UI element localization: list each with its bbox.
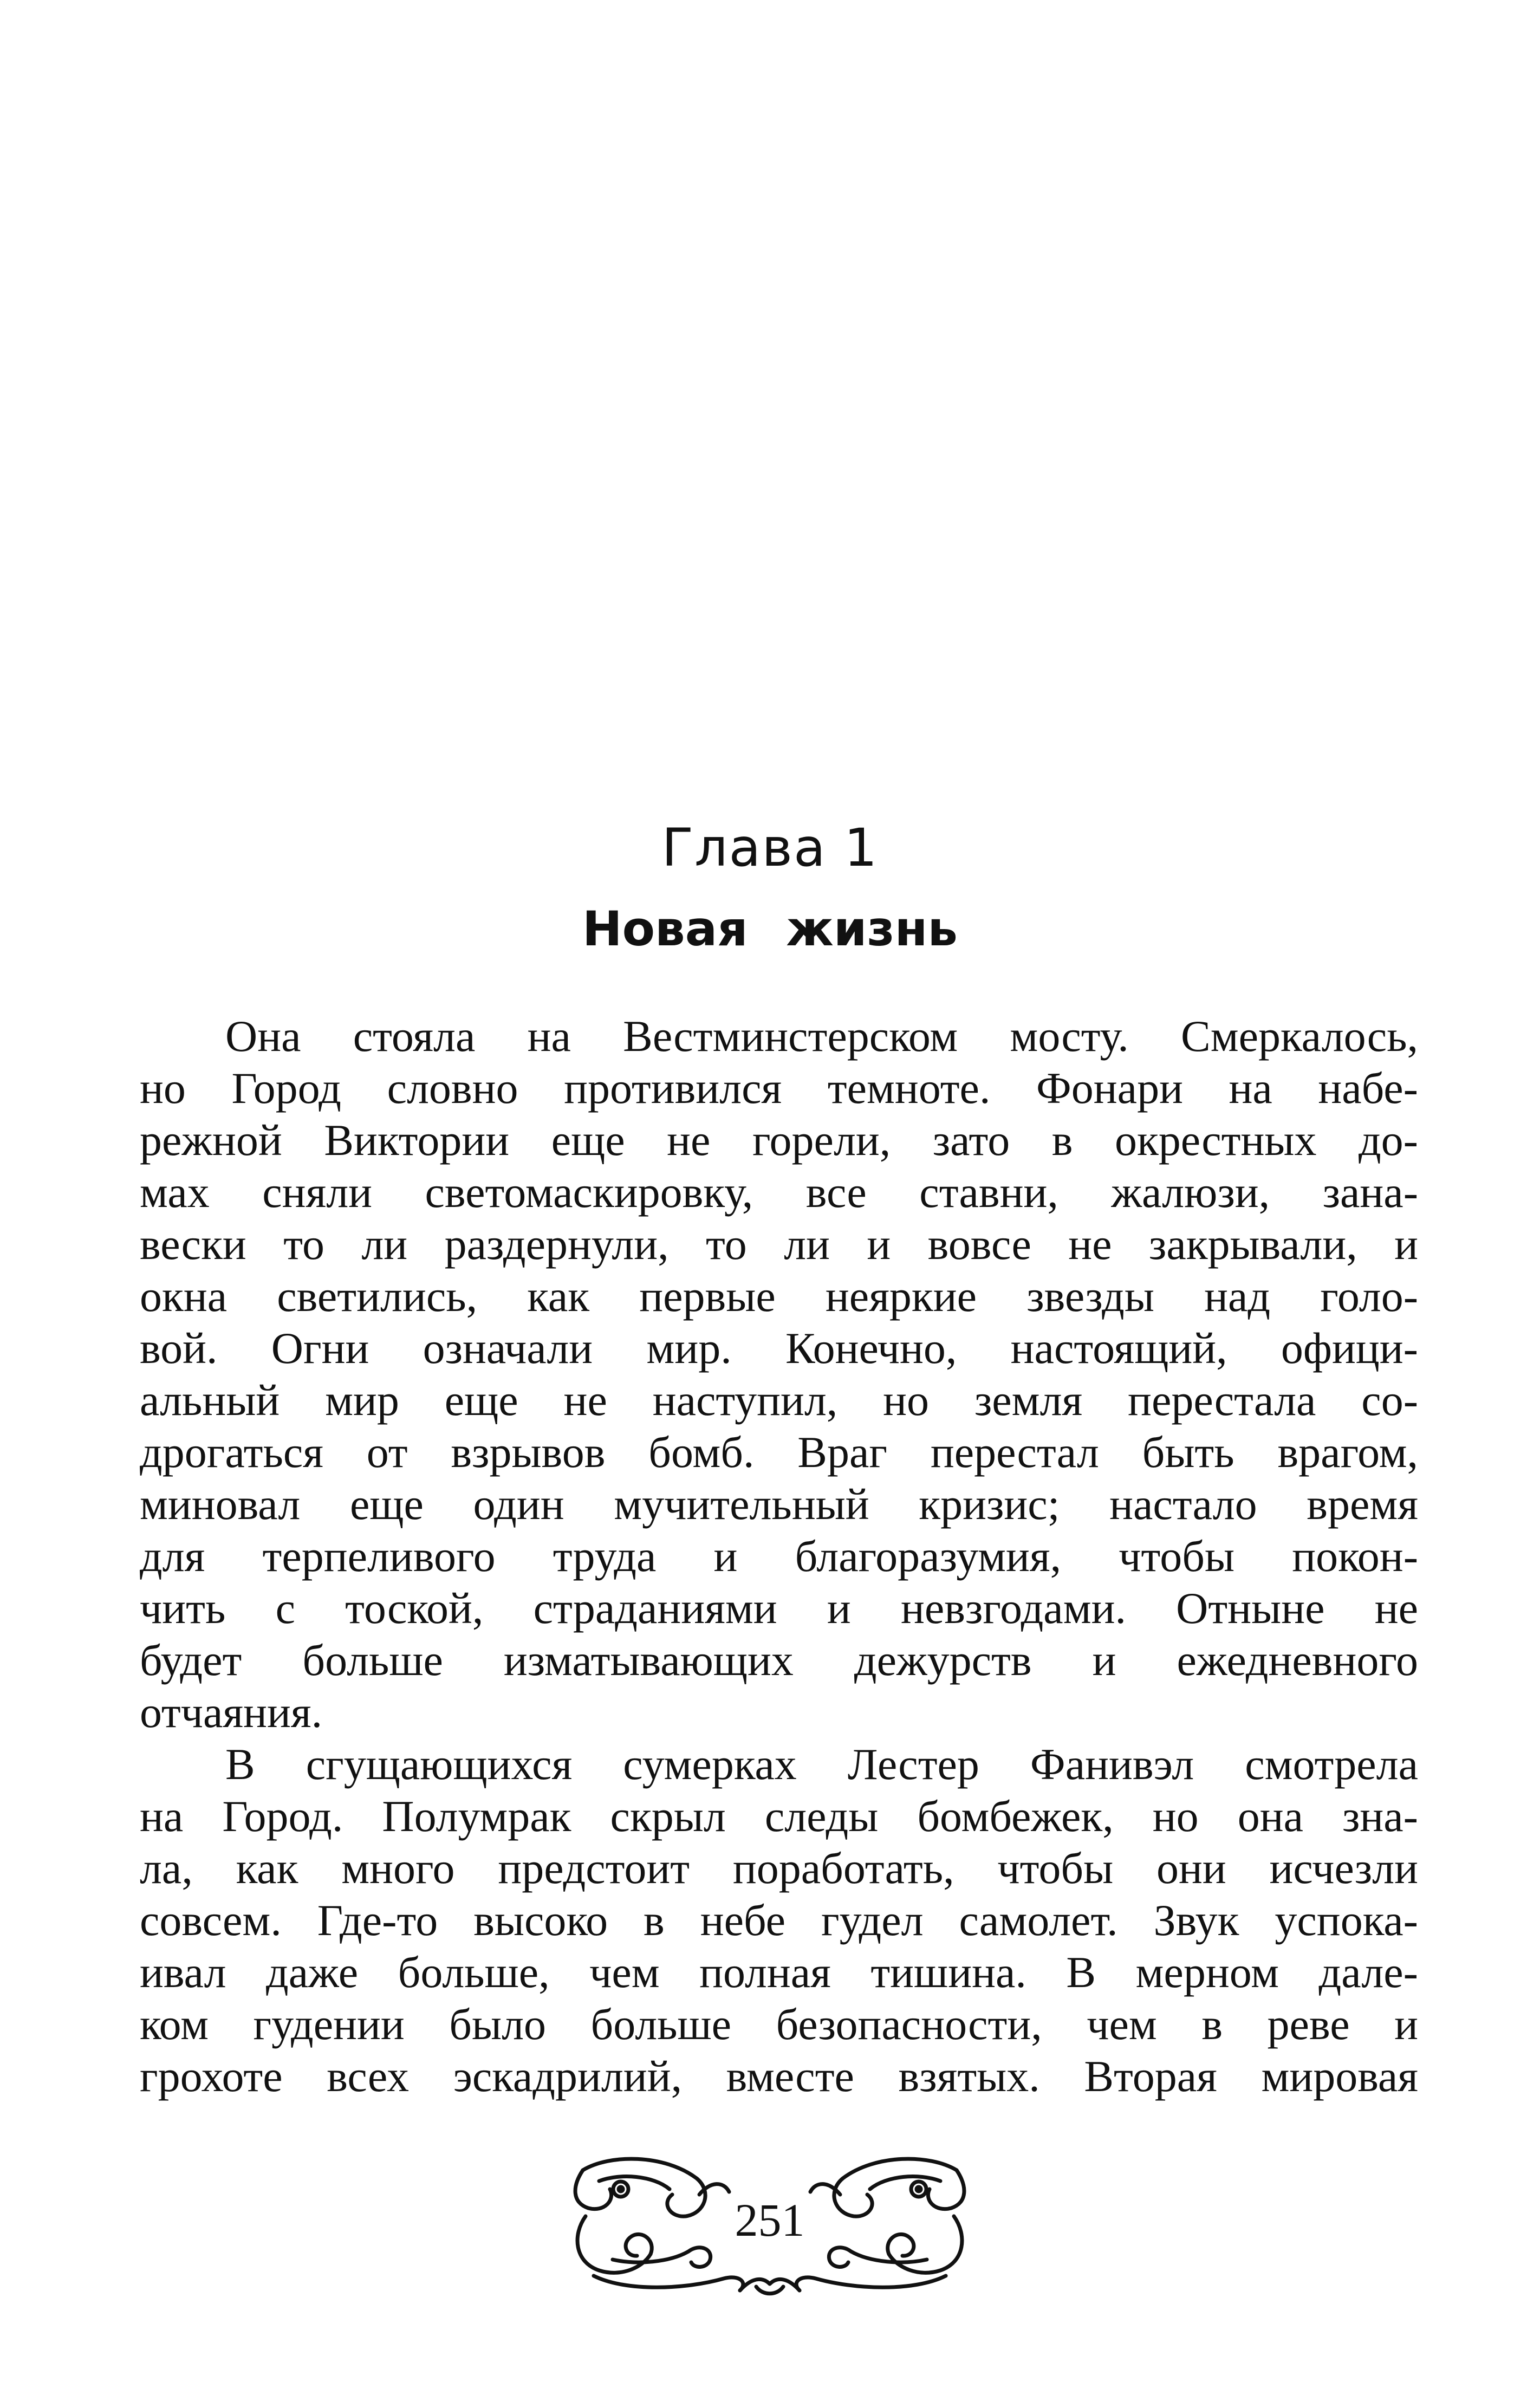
page-number: 251 (735, 2194, 805, 2246)
paragraph-2 (140, 1738, 1418, 2102)
text-line: окна светились, как первые неяркие звезды над голо- (140, 1271, 1418, 1321)
text-line: вой. Огни означали мир. Конечно, настоящий, офици- (140, 1323, 1418, 1373)
text-line: грохоте всех эскадрилий, вместе взятых. Вторая мировая (140, 2052, 1418, 2101)
center-knot-icon (740, 2279, 800, 2293)
text-line: но Город словно противился темноте. Фонари на набе- (140, 1063, 1418, 1113)
text-line: чить с тоской, страданиями и невзгодами. Отныне не (140, 1583, 1418, 1633)
text-line: Она стояла на Вестминстерском мосту. Смеркалось, (225, 1011, 1418, 1061)
paragraph-1 (140, 1010, 1418, 1738)
text-line: отчаяния. (140, 1687, 323, 1737)
chapter-title: Новая жизнь (582, 901, 958, 957)
text-line: мах сняли светомаскировку, все ставни, жалюзи, зана- (140, 1167, 1418, 1217)
text-line: вески то ли раздернули, то ли и вовсе не закрывали, и (140, 1219, 1418, 1269)
text-line: режной Виктории еще не горели, зато в окрестных до- (140, 1115, 1418, 1165)
text-line: будет больше изматывающих дежурств и ежедневного (140, 1635, 1418, 1685)
text-line: на Город. Полумрак скрыл следы бомбежек, но она зна- (140, 1792, 1418, 1841)
text-line: ла, как много предстоит поработать, чтобы они исчезли (140, 1844, 1418, 1893)
text-line: миновал еще один мучительный кризис; настало время (140, 1479, 1418, 1529)
text-line: для терпеливого труда и благоразумия, чтобы покон- (140, 1531, 1418, 1581)
text-line: ком гудении было больше безопасности, чем в реве и (140, 2000, 1418, 2049)
body-text (140, 1010, 1418, 2102)
text-line: альный мир еще не наступил, но земля перестала со- (140, 1375, 1418, 1425)
text-line: дрогаться от взрывов бомб. Враг перестал быть врагом, (140, 1427, 1418, 1477)
text-line: ивал даже больше, чем полная тишина. В мерном дале- (140, 1948, 1418, 1997)
text-line: совсем. Где-то высоко в небе гудел самолет. Звук успока- (140, 1896, 1418, 1945)
page-footer (561, 2149, 978, 2300)
chapter-number: Глава 1 (661, 817, 879, 878)
text-line: В сгущающихся сумерках Лестер Фанивэл смотрела (225, 1740, 1418, 1789)
